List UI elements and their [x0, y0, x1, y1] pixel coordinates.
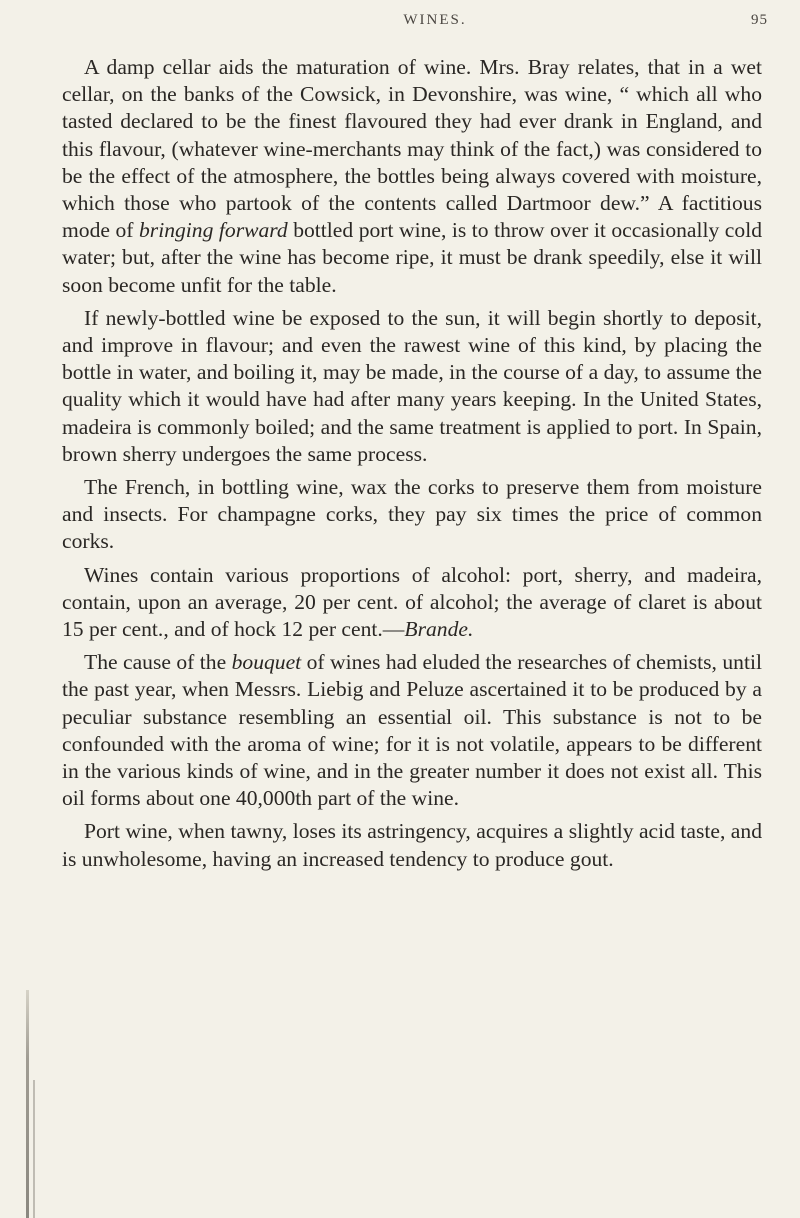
paragraph-newly-bottled: [62, 305, 762, 468]
page-number: 95: [751, 12, 768, 28]
paragraph-text: The French, in bottling wine, wax the corks to preserve them from moisture and insects. For champagne corks, they pay six times the price of common corks.: [62, 475, 762, 554]
italic-phrase: bringing forward: [139, 218, 288, 243]
binding-shadow: [33, 1080, 35, 1218]
paragraph-damp-cellar: [62, 54, 762, 299]
page-header: [90, 10, 780, 36]
paragraph-text: bottled port wine, is to throw over it occasionally cold water; but, after the wine has become ripe, it must be drank speedily, else it will soon become unfit for the table.: [62, 218, 762, 297]
paragraph-bouquet: [62, 649, 762, 812]
italic-phrase: bouquet: [231, 650, 302, 675]
body-text: [62, 54, 762, 879]
paragraph-alcohol-proportions: [62, 562, 762, 644]
paragraph-text: Wines contain various proportions of alcohol: port, sherry, and madeira, contain, upon an average, 20 per cent. of alcohol; the average of claret is about 15 per cent., and of hock 12 per cent.—: [62, 562, 762, 642]
paragraph-text: A damp cellar aids the maturation of wine. Mrs. Bray relates, that in a wet cellar, on the banks of the Cowsick, in Devonshire, was wine, “ which all who tasted declared to be the finest flavoured they had ever drank in England, and this flavour, (whatever wine-merchants may think of the fact,) was considered to be the effect of the atmosphere, the bottles being always covered with moisture, which those who partook of the contents called Dartmoor dew.” A factitious mode of: [62, 55, 762, 243]
attribution: Brande.: [404, 617, 474, 642]
running-head: WINES.: [403, 12, 467, 28]
paragraph-text: of wines had eluded the researches of chemists, until the past year, when Messrs. Liebig and Peluze ascertained it to be produced by a peculiar substance resembling an essential oil. This substance is not to be confounded with the aroma of wine; for it is not volatile, appears to be different in the various kinds of wine, and in the greater number it does not exist all. This oil forms about one 40,000th part of the wine.: [62, 650, 762, 811]
paragraph-french-bottling: [62, 474, 762, 556]
paragraph-text: If newly-bottled wine be exposed to the sun, it will begin shortly to deposit, and improve in flavour; and even the rawest wine of this kind, by placing the bottle in water, and boiling it, may be made, in the course of a day, to assume the quality which it would have had after many years keeping. In the United States, madeira is commonly boiled; and the same treatment is applied to port. In Spain, brown sherry undergoes the same process.: [62, 305, 762, 466]
binding-shadow: [26, 990, 29, 1218]
paragraph-text: The cause of the: [84, 650, 232, 675]
paragraph-text: Port wine, when tawny, loses its astringency, acquires a slightly acid taste, and is unwholesome, having an increased tendency to produce gout.: [62, 819, 762, 871]
paragraph-port-wine: [62, 818, 762, 872]
